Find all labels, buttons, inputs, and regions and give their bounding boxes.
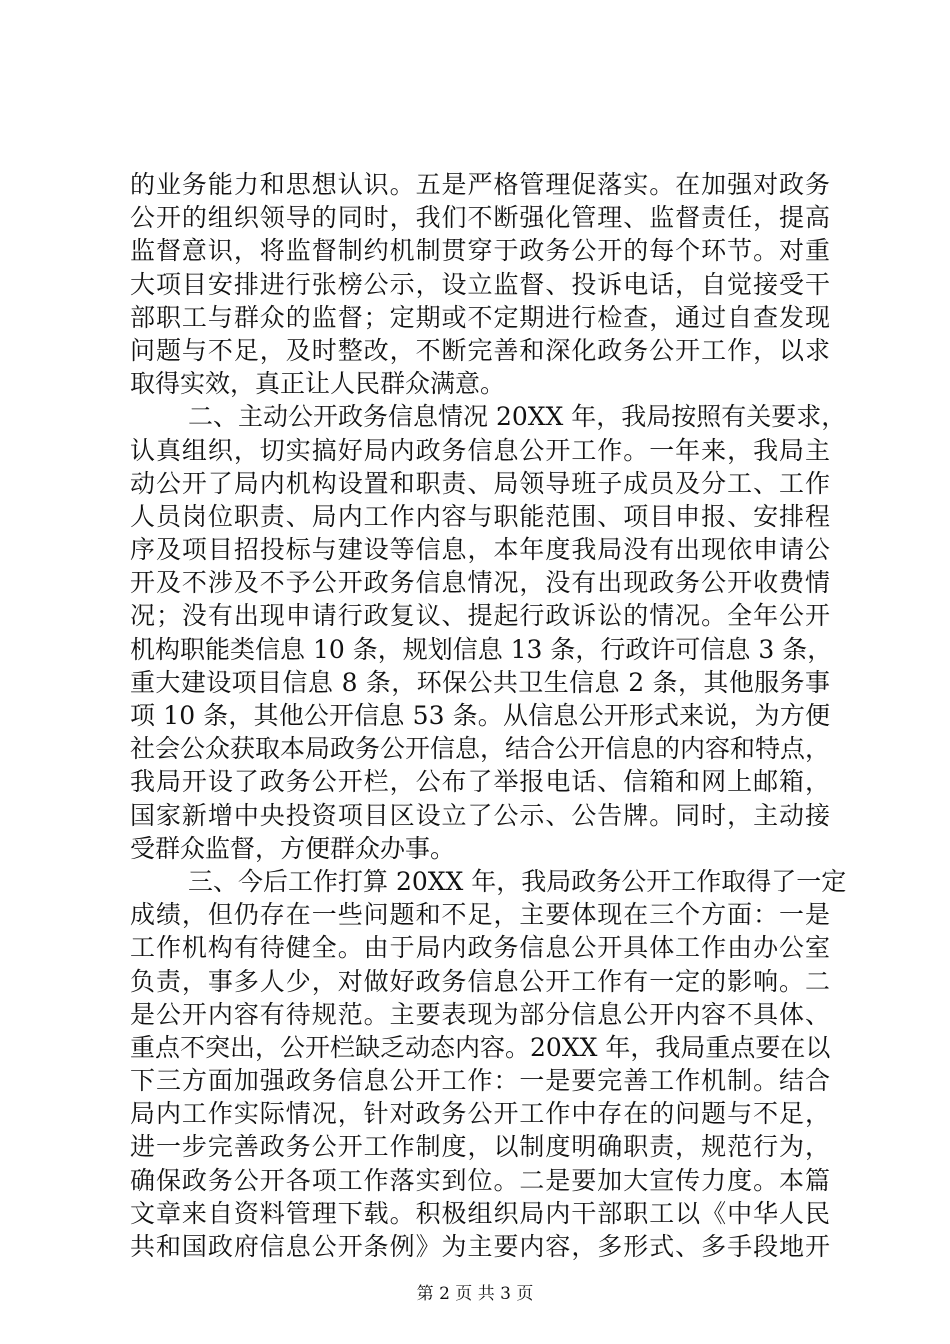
text-line: 社会公众获取本局政务公开信息，结合公开信息的内容和特点，	[130, 734, 831, 764]
text-line: 是公开内容有待规范。主要表现为部分信息公开内容不具体、	[130, 999, 830, 1029]
text-line: 共和国政府信息公开条例》为主要内容，多形式、多手段地开	[130, 1232, 830, 1261]
text-line: 开及不涉及不予公开政务信息情况，没有出现政务公开收费情	[130, 568, 830, 598]
text-line: 序及项目招投标与建设等信息，本年度我局没有出现依申请公	[130, 535, 830, 565]
text-line: 取得实效，真正让人民群众满意。	[130, 369, 506, 399]
text-line: 成绩，但仍存在一些问题和不足，主要体现在三个方面：一是	[130, 900, 830, 930]
text-line: 部职工与群众的监督；定期或不定期进行检查，通过自查发现	[130, 302, 830, 332]
text-line: 公开的组织领导的同时，我们不断强化管理、监督责任，提高	[130, 203, 830, 233]
text-line: 负责，事多人少，对做好政务信息公开工作有一定的影响。二	[130, 966, 830, 996]
text-line: 确保政务公开各项工作落实到位。二是要加大宣传力度。本篇	[130, 1165, 830, 1195]
text-line: 重大建设项目信息 8 条，环保公共卫生信息 2 条，其他服务事	[130, 667, 830, 697]
text-line: 项 10 条，其他公开信息 53 条。从信息公开形式来说，为方便	[130, 701, 830, 730]
text-line: 重点不突出，公开栏缺乏动态内容。20XX 年，我局重点要在以	[130, 1032, 831, 1062]
paragraph-heading-line: 三、今后工作打算 20XX 年，我局政务公开工作取得了一定	[188, 866, 847, 896]
text-line: 我局开设了政务公开栏，公布了举报电话、信箱和网上邮箱，	[130, 767, 830, 797]
paragraph-heading-line: 二、主动公开政务信息情况 20XX 年，我局按照有关要求，	[188, 402, 847, 432]
text-line: 认真组织，切实搞好局内政务信息公开工作。一年来，我局主	[130, 435, 830, 465]
text-line: 局内工作实际情况，针对政务公开工作中存在的问题与不足，	[130, 1099, 830, 1129]
text-line: 机构职能类信息 10 条，规划信息 13 条，行政许可信息 3 条，	[130, 634, 833, 664]
page-number-label: 第 2 页 共 3 页	[416, 1284, 534, 1304]
text-line: 况；没有出现申请行政复议、提起行政诉讼的情况。全年公开	[130, 601, 830, 631]
text-line: 人员岗位职责、局内工作内容与职能范围、项目申报、安排程	[130, 501, 830, 531]
text-line: 大项目安排进行张榜公示，设立监督、投诉电话，自觉接受干	[130, 269, 830, 299]
text-line: 进一步完善政务公开工作制度，以制度明确职责，规范行为，	[130, 1132, 830, 1162]
text-line: 动公开了局内机构设置和职责、局领导班子成员及分工、工作	[130, 468, 830, 498]
page-footer	[0, 1283, 950, 1305]
text-line: 受群众监督，方便群众办事。	[130, 833, 456, 863]
text-line: 文章来自资料管理下载。积极组织局内干部职工以《中华人民	[130, 1198, 830, 1228]
text-line: 国家新增中央投资项目区设立了公示、公告牌。同时，主动接	[130, 800, 830, 830]
text-line: 监督意识，将监督制约机制贯穿于政务公开的每个环节。对重	[130, 236, 830, 266]
text-line: 问题与不足，及时整改，不断完善和深化政务公开工作，以求	[130, 335, 830, 365]
text-line: 工作机构有待健全。由于局内政务信息公开具体工作由办公室	[130, 933, 830, 963]
text-line: 的业务能力和思想认识。五是严格管理促落实。在加强对政务	[130, 170, 830, 199]
document-body	[130, 168, 847, 1263]
text-line: 下三方面加强政务信息公开工作：一是要完善工作机制。结合	[130, 1066, 830, 1096]
